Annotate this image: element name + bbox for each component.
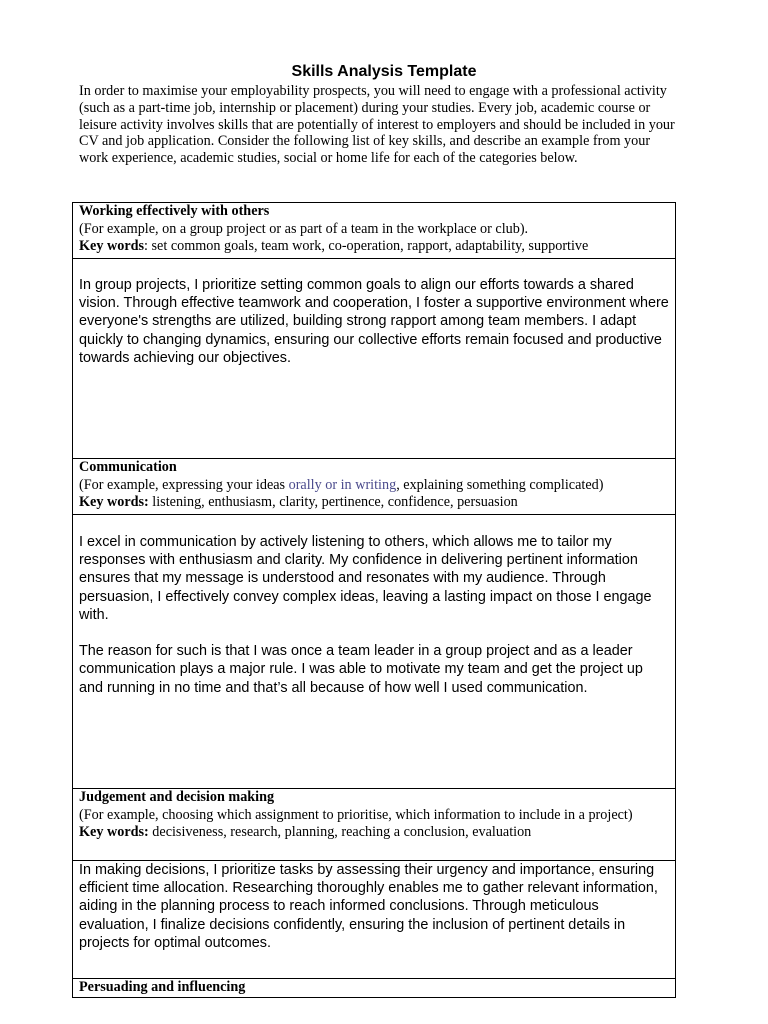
section-response-row xyxy=(73,515,676,789)
keywords-label: Key words: xyxy=(79,824,149,840)
section-header-row xyxy=(73,789,676,861)
section-keywords xyxy=(79,494,669,512)
example-text-end: , explaining something complicated) xyxy=(396,476,604,493)
section-response-cell[interactable] xyxy=(73,259,676,459)
keywords-text: : set common goals, team work, co-operation, rapport, adaptability, supportive xyxy=(144,238,589,254)
section-header-row xyxy=(73,203,676,259)
section-response-cell[interactable] xyxy=(73,861,676,979)
keywords-text: decisiveness, research, planning, reaching a conclusion, evaluation xyxy=(148,824,532,840)
section-keywords xyxy=(79,824,669,842)
section-header-row xyxy=(73,979,676,998)
keywords-text: listening, enthusiasm, clarity, pertinence, confidence, persuasion xyxy=(148,494,518,510)
section-category: Persuading and influencing xyxy=(79,979,246,995)
skills-table xyxy=(72,202,676,998)
intro-paragraph: In order to maximise your employability prospects, you will need to engage with a professional activity (such as a part-time job, internship or placement) during your studies. Every job, academic course or leisure activity involves skills that are potentially of interest to employers and should be included in your CV and job application. Consider the following list of key skills, and describe an example from your work experience, academic studies, social or home life for each of the categories below. xyxy=(79,83,675,167)
section-category: Judgement and decision making xyxy=(79,789,275,805)
section-header-cell xyxy=(73,979,676,998)
response-paragraph: I excel in communication by actively listening to others, which allows me to tailor my responses with enthusiasm and clarity. My confidence in delivering pertinent information ensures that my message is understood and resonates with my audience. Through persuasion, I effectively convey complex ideas, leaving a lasting impact on those I engage with. xyxy=(79,534,652,623)
example-highlight: orally or in writing xyxy=(288,476,397,493)
section-header-cell xyxy=(73,203,676,259)
keywords-label: Key words xyxy=(79,238,145,254)
example-text: (For example, expressing your ideas xyxy=(79,476,289,493)
section-response-cell[interactable] xyxy=(73,515,676,789)
section-example xyxy=(79,477,669,495)
keywords-label: Key words: xyxy=(79,494,149,510)
section-example: (For example, on a group project or as part of a team in the workplace or club). xyxy=(79,220,529,237)
section-keywords xyxy=(79,238,669,256)
section-header-cell xyxy=(73,459,676,515)
section-category: Working effectively with others xyxy=(79,203,270,219)
response-paragraph: The reason for such is that I was once a team leader in a group project and as a leader communication plays a major rule. I was able to motivate my team and get the project up and running in no time and that’s all because of how well I used communication. xyxy=(79,643,643,696)
response-paragraph: In group projects, I prioritize setting common goals to align our efforts towards a shared vision. Through effective teamwork and cooperation, I foster a supportive environment where everyone's strengths are utilized, building strong rapport among team members. I adapt quickly to changing dynamics, ensuring our collective efforts remain focused and productive towards achieving our objectives. xyxy=(79,277,669,366)
section-response-row xyxy=(73,259,676,459)
section-header-cell xyxy=(73,789,676,861)
section-example: (For example, choosing which assignment to prioritise, which information to include in a project) xyxy=(79,806,633,823)
response-paragraph: In making decisions, I prioritize tasks by assessing their urgency and importance, ensuring efficient time allocation. Researching thoroughly enables me to gather relevant information, aiding in the planning process to reach informed conclusions. Through meticulous evaluation, I finalize decisions confidently, ensuring the inclusion of pertinent details in projects for optimal outcomes. xyxy=(79,862,658,951)
section-header-row xyxy=(73,459,676,515)
section-response-row xyxy=(73,861,676,979)
section-category: Communication xyxy=(79,459,177,475)
document-title: Skills Analysis Template xyxy=(291,63,477,80)
